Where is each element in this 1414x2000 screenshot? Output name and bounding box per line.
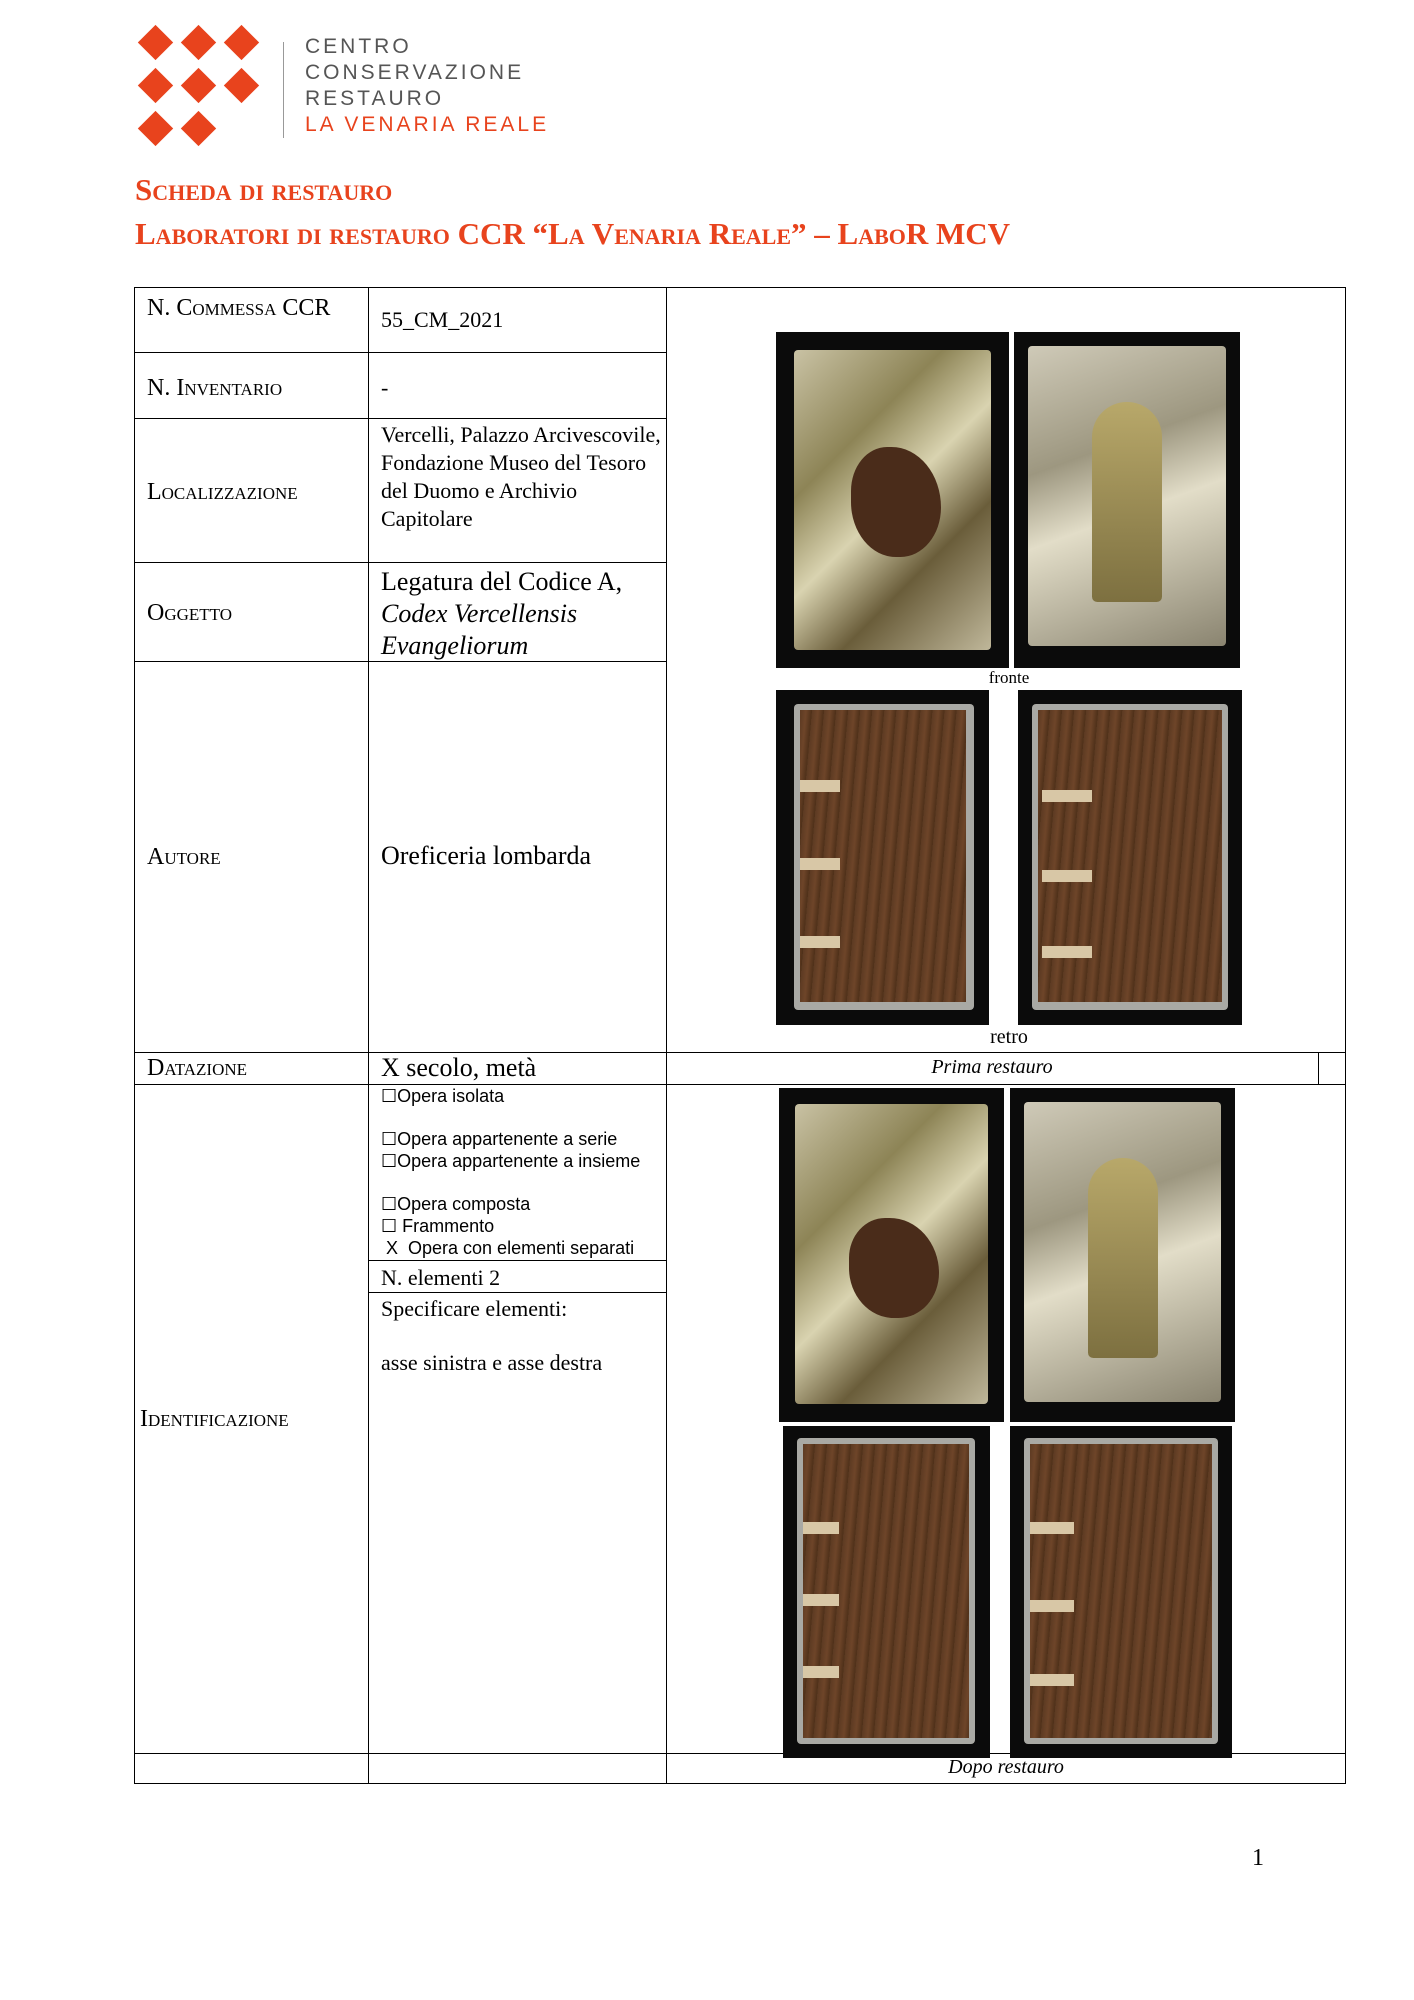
autore-label: Autore (147, 844, 221, 870)
option-elementi-separati: X Opera con elementi separati (381, 1238, 635, 1258)
logo-diamond (181, 111, 216, 146)
photo-after-back-right (1010, 1426, 1232, 1758)
logo-diamond (224, 25, 259, 60)
specificare-label: Specificare elementi: (381, 1296, 568, 1321)
logo-text-conservazione: CONSERVAZIONE (305, 61, 525, 84)
oggetto-label: Oggetto (147, 600, 233, 626)
n-elementi: N. elementi 2 (381, 1265, 501, 1290)
logo-text-restauro: RESTAURO (305, 87, 445, 110)
photo-before-back-right (1018, 690, 1242, 1025)
table-border (134, 1084, 1346, 1085)
inventario-value: - (381, 375, 389, 400)
option-opera-composta: ☐Opera composta (381, 1194, 531, 1214)
photo-before-back-left (776, 690, 989, 1025)
caption-prima-restauro: Prima restauro (931, 1056, 1053, 1078)
logo-text-venaria: LA VENARIA REALE (305, 113, 550, 136)
option-opera-insieme: ☐Opera appartenente a insieme (381, 1151, 641, 1171)
logo-diamond (138, 111, 173, 146)
datazione-value: X secolo, metà (381, 1053, 537, 1082)
logo-diamond (181, 68, 216, 103)
option-opera-serie: ☐Opera appartenente a serie (381, 1129, 618, 1149)
table-border (368, 287, 369, 1784)
page-title: Scheda di restauro (135, 172, 393, 207)
datazione-label: Datazione (147, 1055, 248, 1081)
specificare-value: asse sinistra e asse destra (381, 1350, 603, 1375)
table-border (368, 1260, 667, 1261)
logo-diamond (181, 25, 216, 60)
table-border (368, 1292, 667, 1293)
table-border (1345, 287, 1346, 1084)
logo-diamond (138, 25, 173, 60)
oggetto-value-italic: Codex Vercellensis Evangeliorum (381, 599, 578, 660)
table-border (134, 287, 1346, 288)
option-frammento: ☐ Frammento (381, 1216, 495, 1236)
table-border (134, 287, 135, 1784)
page-subtitle: Laboratori di restauro CCR “La Venaria Reale” – LaboR MCV (135, 216, 1011, 251)
photo-before-front-left (776, 332, 1009, 668)
table-border (134, 1052, 1346, 1053)
commessa-label: N. Commessa CCR (147, 295, 331, 321)
photo-after-front-right (1010, 1088, 1235, 1422)
table-border (134, 1783, 1346, 1784)
commessa-value: 55_CM_2021 (381, 307, 504, 332)
table-border (134, 562, 667, 563)
logo-text-centro: CENTRO (305, 35, 412, 58)
caption-retro: retro (990, 1026, 1028, 1048)
option-opera-isolata: ☐Opera isolata (381, 1086, 505, 1106)
autore-value: Oreficeria lombarda (381, 841, 592, 870)
table-border (134, 418, 667, 419)
localizzazione-value: Vercelli, Palazzo Arcivescovile, Fondazione Museo del Tesoro del Duomo e Archivio Capitolare (381, 422, 661, 531)
identificazione-label: Identificazione (140, 1406, 289, 1432)
logo-diamond (138, 68, 173, 103)
logo-separator (283, 42, 284, 138)
caption-fronte: fronte (988, 668, 1030, 687)
table-border (1345, 1084, 1346, 1784)
localizzazione-label: Localizzazione (147, 479, 298, 505)
photo-after-front-left (779, 1088, 1004, 1422)
photo-before-front-right (1014, 332, 1240, 668)
oggetto-value: Legatura del Codice A, (381, 567, 623, 596)
logo-diamond (224, 68, 259, 103)
page-number: 1 (1252, 1845, 1264, 1871)
inventario-label: N. Inventario (147, 375, 283, 401)
table-border (1318, 1052, 1319, 1084)
caption-dopo-restauro: Dopo restauro (948, 1756, 1064, 1778)
table-border (666, 287, 667, 1784)
photo-after-back-left (783, 1426, 990, 1758)
table-border (134, 352, 667, 353)
